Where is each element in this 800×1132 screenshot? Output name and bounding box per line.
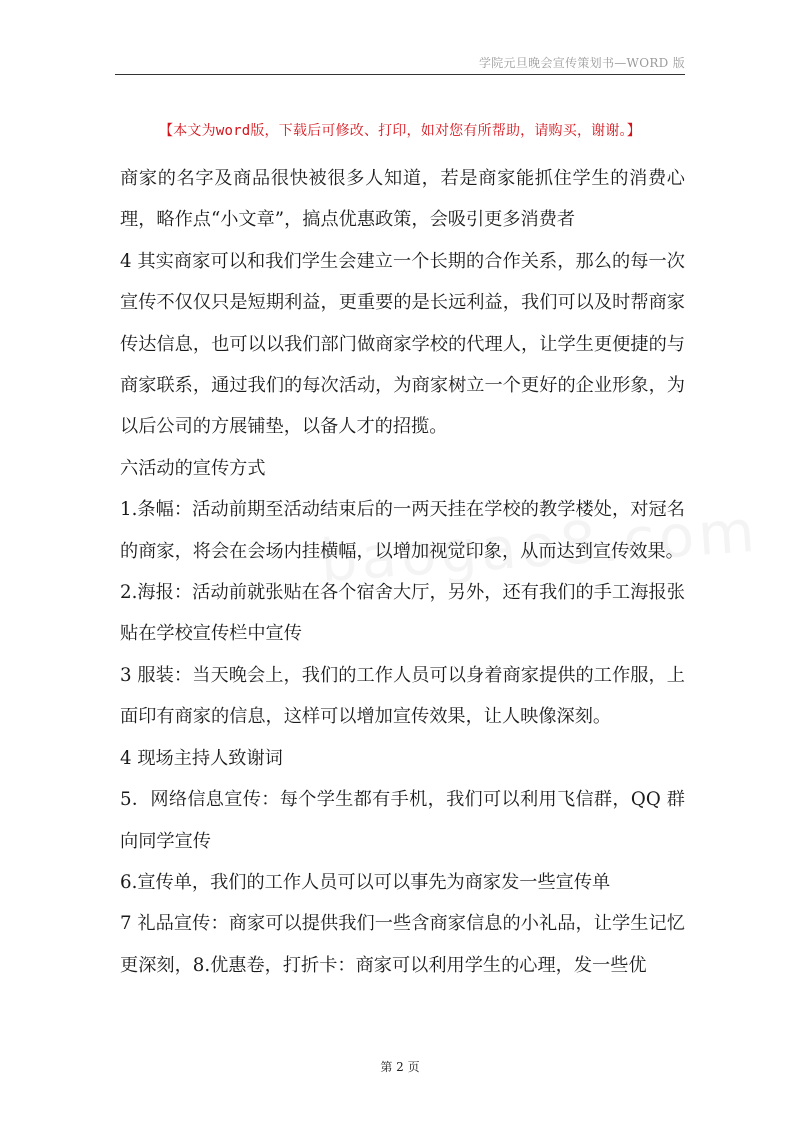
list-item-poster: 2.海报：活动前就张贴在各个宿舍大厅，另外，还有我们的手工海报张贴在学校宣传栏中宣传	[120, 582, 685, 645]
list-item-flyers: 6.宣传单，我们的工作人员可以可以事先为商家发一些宣传单	[120, 871, 611, 893]
page-number: 第 2 页	[380, 1060, 420, 1074]
download-notice: 【本文为word版，下载后可修改、打印，如对您有所帮助，请购买，谢谢。】	[159, 123, 641, 139]
document-title: 学院元旦晚会宣传策划书—WORD 版	[478, 56, 685, 70]
page-header	[115, 52, 685, 75]
section-heading-publicity-methods: 六活动的宣传方式	[120, 457, 266, 479]
list-item-host-thanks: 4 现场主持人致谢词	[120, 747, 283, 769]
document-body	[120, 158, 685, 986]
list-item-online-publicity: 5．网络信息宣传：每个学生都有手机，我们可以利用飞信群，QQ 群向同学宣传	[120, 789, 685, 852]
list-item-uniform: 3 服装：当天晚会上，我们的工作人员可以身着商家提供的工作服，上面印有商家的信息，这样可以增加宣传效果，让人映像深刻。	[120, 664, 685, 728]
list-item-gifts-coupons: 7 礼品宣传：商家可以提供我们一些含商家信息的小礼品，让学生记忆更深刻，8.优惠卷，打折卡：商家可以利用学生的心理，发一些优	[120, 913, 685, 976]
paragraph-merchant-promotion: 商家的名字及商品很快被很多人知道，若是商家能抓住学生的消费心理，略作点“小文章”，搞点优惠政策，会吸引更多消费者	[120, 168, 685, 231]
list-item-banner: 1.条幅：活动前期至活动结束后的一两天挂在学校的教学楼处，对冠名的商家，将会在会场内挂横幅，以增加视觉印象，从而达到宣传效果。	[120, 499, 685, 562]
paragraph-long-term-cooperation: 4 其实商家可以和我们学生会建立一个长期的合作关系，那么的每一次宣传不仅仅只是短期利益，更重要的是长远利益，我们可以及时帮商家传达信息，也可以以我们部门做商家学校的代理人，让学生更便捷的与商家联系，通过我们的每次活动，为商家树立一个更好的企业形象，为以后公司的方展铺垫，以备人才的招揽。	[120, 250, 685, 438]
